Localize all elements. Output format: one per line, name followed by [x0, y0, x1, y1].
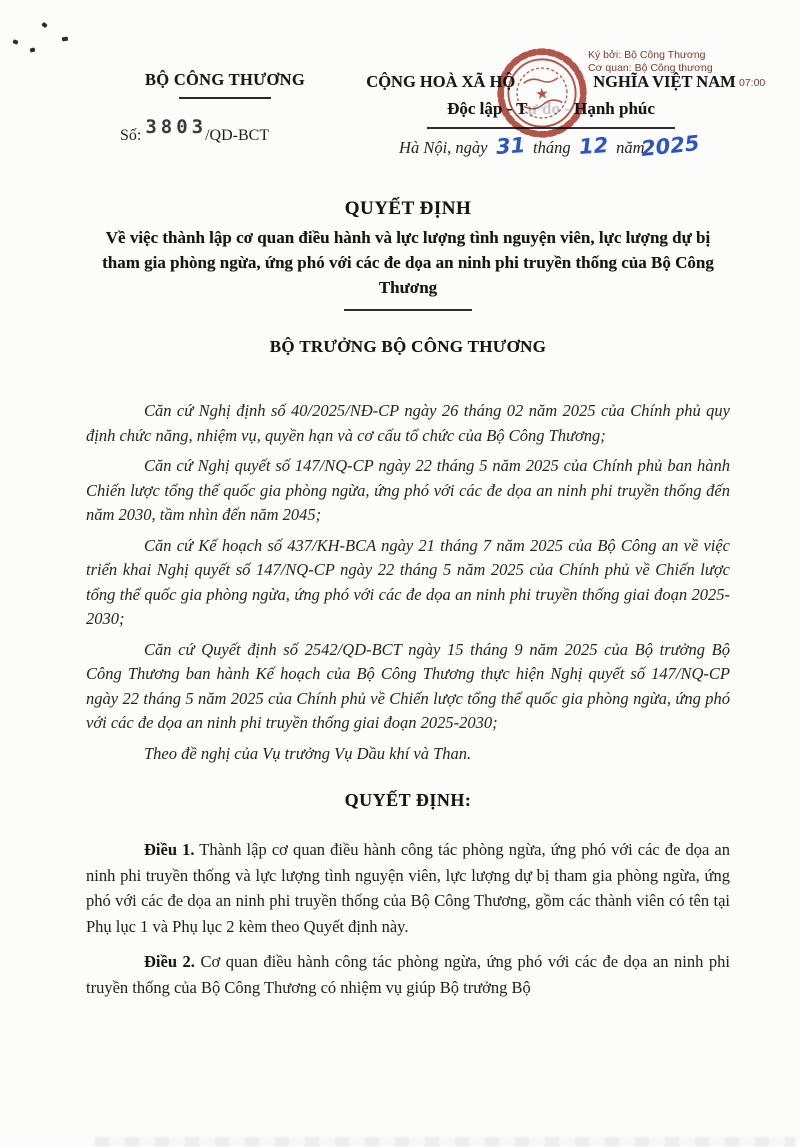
month-label: tháng: [533, 138, 571, 157]
document-number-stamped: 3803: [145, 116, 208, 138]
handwritten-year: 2025: [639, 131, 701, 161]
document-subject: Về việc thành lập cơ quan điều hành và lực lượng tình nguyện viên, lực lượng dự bị tham gia phòng ngừa, ứng phó với các đe dọa an ninh phi truyền thống của Bộ Công Thương: [102, 228, 714, 297]
handwritten-day: 31: [494, 133, 526, 159]
national-title-right: NGHĨA VIỆT NAM: [593, 72, 736, 91]
scan-speck: [41, 22, 47, 28]
year-label: năm: [616, 138, 645, 157]
signature-agency-line: Cơ quan: Bộ Công thương: [588, 62, 713, 74]
national-title-left: CỘNG HOÀ XÃ HỘ: [366, 72, 516, 91]
article-1-text: Thành lập cơ quan điều hành công tác phòng ngừa, ứng phó với các đe dọa an ninh phi truyền thống và lực lượng tình nguyện viên, lực lượng dự bị tham gia phòng ngừa, ứng phó với các đe dọa an ninh phi truyền thống của Bộ Công Thương, gồm các thành viên có tên tại Phụ lục 1 và Phụ lục 2 kèm theo Quyết định này.: [86, 840, 731, 936]
issuing-org-block: [108, 70, 342, 145]
signature-timezone-fragment: 07:00: [739, 77, 766, 89]
document-body: [86, 198, 730, 1000]
document-number-line: [108, 116, 342, 145]
article-2-label: Điều 2.: [144, 952, 195, 971]
document-type-title: QUYẾT ĐỊNH: [344, 198, 472, 219]
stamp-star-icon: ★: [534, 85, 550, 104]
article-2-text: Cơ quan điều hành công tác phòng ngừa, ứng phó với các đe dọa an ninh phi truyền thống của Bộ Công Thương có nhiệm vụ giúp Bộ trưởng Bộ: [86, 952, 731, 997]
motto-right: Hạnh phúc: [569, 99, 655, 118]
handwritten-month: 12: [577, 133, 609, 159]
signature-signer-line: Ký bởi: Bộ Công Thương: [588, 49, 706, 61]
org-underline: [179, 97, 271, 99]
motto-left: Độc lập - T: [447, 99, 528, 118]
recital-paragraph: Căn cứ Nghị định số 40/2025/NĐ-CP ngày 26 tháng 02 năm 2025 của Chính phủ quy định chức năng, nhiệm vụ, quyền hạn và cơ cấu tổ chức của Bộ Công Thương;: [86, 401, 730, 445]
title-underline: [344, 309, 472, 311]
article-2-paragraph: [86, 949, 730, 1000]
place-date-prefix: Hà Nội, ngày: [399, 138, 488, 157]
issuing-org-name: BỘ CÔNG THƯƠNG: [144, 70, 306, 89]
scan-speck: [12, 39, 18, 44]
scan-speck: [62, 37, 68, 42]
article-1-paragraph: [86, 837, 730, 939]
recital-paragraph: Căn cứ Nghị quyết số 147/NQ-CP ngày 22 tháng 5 năm 2025 của Chính phủ ban hành Chiến lược tổng thể quốc gia phòng ngừa, ứng phó với các đe dọa an ninh phi truyền thống đến năm 2030, tầm nhìn đến năm 2045;: [86, 456, 730, 524]
issuer-heading: BỘ TRƯỞNG BỘ CÔNG THƯƠNG: [269, 337, 547, 356]
scan-edge-smudge: [95, 1137, 795, 1147]
article-1-label: Điều 1.: [144, 840, 195, 859]
document-number-suffix: /QD-BCT: [205, 127, 270, 144]
scan-speck: [30, 47, 36, 52]
decision-heading: QUYẾT ĐỊNH:: [344, 790, 472, 810]
recital-paragraph: Căn cứ Quyết định số 2542/QD-BCT ngày 15 tháng 9 năm 2025 của Bộ trưởng Bộ Công Thương ban hành Kế hoạch của Bộ Công Thương thực hiện Nghị quyết số 147/NQ-CP ngày 22 tháng 5 năm 2025 của Chính phủ về Chiến lược tổng thể quốc gia phòng ngừa, ứng phó với các đe dọa an ninh phi truyền thống giai đoạn 2025-2030;: [86, 639, 730, 732]
motto-obscured: ự do -: [527, 99, 570, 118]
document-number-label: Số:: [120, 127, 142, 144]
recital-paragraph: Căn cứ Kế hoạch số 437/KH-BCA ngày 21 tháng 7 năm 2025 của Bộ Công an về việc triển khai Nghị quyết số 147/NQ-CP ngày 22 tháng 5 năm 2025 của Chính phủ về Chiến lược tổng thể quốc gia phòng ngừa, ứng phó với các đe dọa an ninh phi truyền thống giai đoạn 2025-2030;: [86, 535, 730, 628]
digital-signature-info: [588, 49, 713, 75]
recital-paragraph: Theo đề nghị của Vụ trưởng Vụ Dầu khí và Than.: [144, 743, 472, 763]
recitals-section: [86, 399, 730, 766]
